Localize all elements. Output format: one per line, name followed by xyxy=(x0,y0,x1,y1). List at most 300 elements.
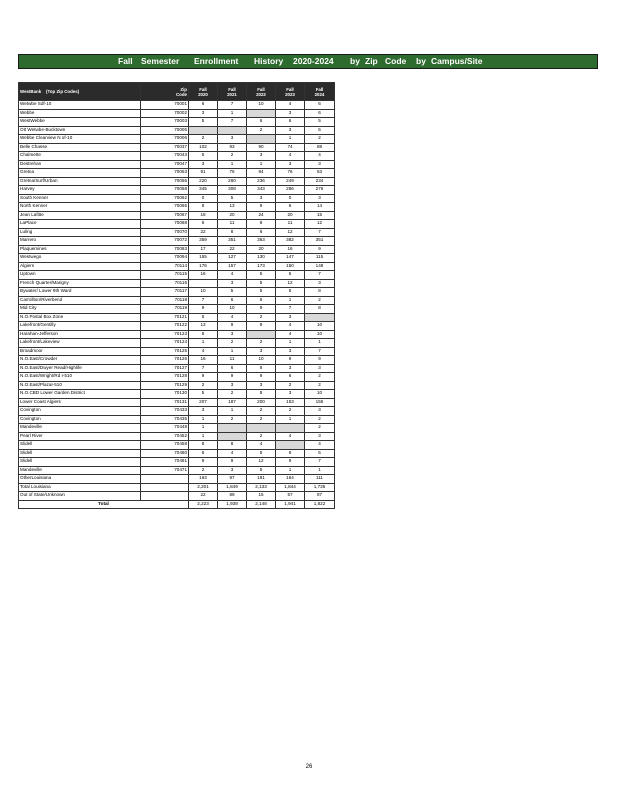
area-name-cell: N.O.East/Crowder xyxy=(19,356,141,365)
area-name-cell: Harvey xyxy=(19,186,141,195)
area-name-cell: Destrehan xyxy=(19,160,141,169)
enrollment-value-cell: 5 xyxy=(189,152,218,161)
zip-code-cell: 70122 xyxy=(141,322,189,331)
enrollment-value-cell: 115 xyxy=(305,254,335,263)
enrollment-value-cell: 3 xyxy=(218,466,247,475)
area-name-cell: Bywater/ Lower 9th Ward xyxy=(19,288,141,297)
table-row xyxy=(19,441,335,450)
enrollment-value-cell: 9 xyxy=(305,356,335,365)
table-row xyxy=(19,160,335,169)
enrollment-value-cell: 163 xyxy=(189,475,218,484)
area-name-cell: Wetwbe Sdf-10 xyxy=(19,101,141,110)
enrollment-value-cell: 3 xyxy=(276,160,305,169)
zip-code-cell: 70053 xyxy=(141,169,189,178)
enrollment-value-cell: 200 xyxy=(247,398,276,407)
enrollment-value-cell: 63 xyxy=(305,169,335,178)
enrollment-value-cell: 2 xyxy=(189,381,218,390)
table-row xyxy=(19,220,335,229)
enrollment-value-cell: 12 xyxy=(276,279,305,288)
zip-code-cell: 70006 xyxy=(141,135,189,144)
enrollment-value-cell: 5 xyxy=(305,126,335,135)
zip-code-cell: 70003 xyxy=(141,118,189,127)
enrollment-value-cell: 187 xyxy=(218,398,247,407)
enrollment-value-cell: 3 xyxy=(276,126,305,135)
enrollment-value-cell: 276 xyxy=(305,186,335,195)
enrollment-value-cell: 157 xyxy=(218,262,247,271)
zip-code-cell: 70131 xyxy=(141,398,189,407)
enrollment-value-cell: 3 xyxy=(247,347,276,356)
area-name-cell: N.O.Postal Box Zone xyxy=(19,313,141,322)
enrollment-value-cell: 2 xyxy=(305,381,335,390)
area-name-cell: Covington xyxy=(19,415,141,424)
enrollment-value-cell: 1 xyxy=(247,160,276,169)
enrollment-value-cell: 3 xyxy=(247,194,276,203)
enrollment-value-cell: 6 xyxy=(218,364,247,373)
zip-code-cell: 70433 xyxy=(141,407,189,416)
enrollment-value-cell: 10 xyxy=(247,356,276,365)
enrollment-value-cell: 7 xyxy=(305,458,335,467)
enrollment-value-cell xyxy=(247,135,276,144)
enrollment-value-cell: 2 xyxy=(247,313,276,322)
header-year: Fall 2024 xyxy=(305,83,335,101)
area-name-cell: Slidell xyxy=(19,458,141,467)
title-word: Semester xyxy=(141,56,180,66)
enrollment-value-cell: 16 xyxy=(189,356,218,365)
enrollment-value-cell: 6 xyxy=(305,101,335,110)
enrollment-value-cell: 6 xyxy=(218,296,247,305)
enrollment-value-cell: 7 xyxy=(305,347,335,356)
enrollment-value-cell: 220 xyxy=(189,177,218,186)
enrollment-value-cell: 2 xyxy=(247,415,276,424)
zip-code-cell: 70001 xyxy=(141,101,189,110)
enrollment-value-cell xyxy=(247,424,276,433)
enrollment-value-cell: 4 xyxy=(305,152,335,161)
enrollment-value-cell: 6 xyxy=(247,296,276,305)
enrollment-value-cell: 3 xyxy=(276,390,305,399)
zip-code-cell: 70068 xyxy=(141,220,189,229)
enrollment-value-cell: 236 xyxy=(247,177,276,186)
table-row xyxy=(19,288,335,297)
enrollment-value-cell: 3 xyxy=(218,330,247,339)
area-name-cell: Lower Coast Algiers xyxy=(19,398,141,407)
area-name-cell: Harahan-Jefferson xyxy=(19,330,141,339)
enrollment-value-cell xyxy=(305,313,335,322)
enrollment-value-cell: 5 xyxy=(305,449,335,458)
enrollment-value-cell xyxy=(247,109,276,118)
enrollment-value-cell: 2 xyxy=(247,126,276,135)
table-row xyxy=(19,262,335,271)
enrollment-value-cell: 8 xyxy=(218,441,247,450)
table-row xyxy=(19,322,335,331)
zip-code-cell: 70121 xyxy=(141,313,189,322)
enrollment-value-cell: 1 xyxy=(218,160,247,169)
area-name-cell: WestWebbe xyxy=(19,118,141,127)
area-name-cell: Jean Lafitte xyxy=(19,211,141,220)
table-row xyxy=(19,347,335,356)
grand-total-row xyxy=(19,500,335,509)
table-row xyxy=(19,237,335,246)
table-row xyxy=(19,390,335,399)
title-word: Campus/Site xyxy=(431,56,483,66)
enrollment-value-cell: 2 xyxy=(305,373,335,382)
enrollment-value-cell: 1 xyxy=(276,339,305,348)
enrollment-value-cell: 5 xyxy=(189,330,218,339)
enrollment-value-cell: 207 xyxy=(189,398,218,407)
enrollment-value-cell: 363 xyxy=(247,237,276,246)
zip-code-cell: 70124 xyxy=(141,339,189,348)
enrollment-value-cell: 308 xyxy=(218,186,247,195)
zip-code-cell: 70448 xyxy=(141,424,189,433)
enrollment-value-cell: 5 xyxy=(189,313,218,322)
table-row xyxy=(19,254,335,263)
enrollment-value-cell: 7 xyxy=(276,305,305,314)
enrollment-value-cell: 76 xyxy=(276,169,305,178)
enrollment-value-cell: 3 xyxy=(218,279,247,288)
table-row xyxy=(19,169,335,178)
table-header-row xyxy=(19,83,335,101)
enrollment-value-cell: 15 xyxy=(305,211,335,220)
enrollment-value-cell: 5 xyxy=(276,271,305,280)
enrollment-value-cell: 8 xyxy=(189,441,218,450)
enrollment-value-cell: 2 xyxy=(218,152,247,161)
zip-code-cell: 70471 xyxy=(141,466,189,475)
enrollment-value-cell: 13 xyxy=(189,322,218,331)
enrollment-value-cell: 5 xyxy=(276,288,305,297)
enrollment-value-cell: 9 xyxy=(276,458,305,467)
zip-code-cell: 70062 xyxy=(141,194,189,203)
enrollment-value-cell: 76 xyxy=(218,169,247,178)
enrollment-value-cell: 286 xyxy=(276,186,305,195)
table-row xyxy=(19,330,335,339)
table-body xyxy=(19,101,335,509)
enrollment-value-cell: 7 xyxy=(305,228,335,237)
title-word: History xyxy=(254,56,284,66)
enrollment-value-cell: 111 xyxy=(305,475,335,484)
grand-total-value-cell: 2,148 xyxy=(247,500,276,509)
table-row xyxy=(19,432,335,441)
enrollment-value-cell: 97 xyxy=(218,475,247,484)
enrollment-value-cell: 13 xyxy=(218,203,247,212)
enrollment-value-cell: 10 xyxy=(189,288,218,297)
enrollment-value-cell: 4 xyxy=(189,347,218,356)
enrollment-value-cell: 2,133 xyxy=(247,483,276,492)
enrollment-value-cell: 9 xyxy=(247,373,276,382)
enrollment-value-cell: 1 xyxy=(189,339,218,348)
zip-code-cell: 70127 xyxy=(141,364,189,373)
enrollment-value-cell: 20 xyxy=(276,211,305,220)
enrollment-value-cell xyxy=(218,432,247,441)
enrollment-value-cell: 4 xyxy=(305,441,335,450)
enrollment-value-cell: 1,844 xyxy=(276,483,305,492)
area-name-cell: Luling xyxy=(19,228,141,237)
enrollment-value-cell: 343 xyxy=(247,186,276,195)
zip-code-cell: 70070 xyxy=(141,228,189,237)
enrollment-value-cell: 3 xyxy=(276,347,305,356)
enrollment-value-cell: 3 xyxy=(189,407,218,416)
table-row xyxy=(19,313,335,322)
enrollment-value-cell: 9 xyxy=(218,322,247,331)
table-row xyxy=(19,339,335,348)
area-name-cell: Plaquemines xyxy=(19,245,141,254)
enrollment-value-cell: 88 xyxy=(305,143,335,152)
enrollment-value-cell: 87 xyxy=(305,492,335,501)
enrollment-value-cell: 6 xyxy=(276,373,305,382)
table-row xyxy=(19,449,335,458)
area-name-cell: N.O.East/Dwyer Read/Highlife xyxy=(19,364,141,373)
area-name-cell: North Kenner xyxy=(19,203,141,212)
zip-code-cell: 70452 xyxy=(141,432,189,441)
enrollment-value-cell xyxy=(218,424,247,433)
enrollment-value-cell: 9 xyxy=(247,203,276,212)
enrollment-value-cell: 3 xyxy=(276,109,305,118)
enrollment-value-cell: 2 xyxy=(247,432,276,441)
enrollment-value-cell: 4 xyxy=(218,449,247,458)
enrollment-value-cell: 1 xyxy=(276,415,305,424)
enrollment-value-cell: 5 xyxy=(247,466,276,475)
table-row xyxy=(19,203,335,212)
area-name-cell: Pearl River xyxy=(19,432,141,441)
title-word: by xyxy=(416,56,426,66)
enrollment-value-cell: 1 xyxy=(189,415,218,424)
enrollment-value-cell: 3 xyxy=(305,364,335,373)
enrollment-value-cell: 2 xyxy=(189,466,218,475)
enrollment-value-cell: 12 xyxy=(305,220,335,229)
area-name-cell: Chalmette xyxy=(19,152,141,161)
enrollment-value-cell xyxy=(276,441,305,450)
title-word: Zip xyxy=(365,56,378,66)
enrollment-value-cell: 382 xyxy=(276,237,305,246)
enrollment-value-cell: 5 xyxy=(218,194,247,203)
enrollment-value-cell: 3 xyxy=(247,152,276,161)
enrollment-value-cell: 14 xyxy=(305,203,335,212)
enrollment-value-cell: 7 xyxy=(218,118,247,127)
enrollment-value-cell: 3 xyxy=(218,135,247,144)
table-row xyxy=(19,483,335,492)
enrollment-value-cell xyxy=(189,126,218,135)
header-year: Fall 2020 xyxy=(189,83,218,101)
enrollment-value-cell: 18 xyxy=(189,211,218,220)
area-name-cell: Carrollton/Riverbend xyxy=(19,296,141,305)
area-name-cell: Mid City xyxy=(19,305,141,314)
area-name-cell: Mandeville xyxy=(19,424,141,433)
enrollment-value-cell xyxy=(218,126,247,135)
area-name-cell: Slidell xyxy=(19,449,141,458)
area-name-cell: Uptown xyxy=(19,271,141,280)
table-row xyxy=(19,118,335,127)
area-name-cell: N.O.East/PlazaI-510 xyxy=(19,381,141,390)
enrollment-value-cell: 3 xyxy=(305,194,335,203)
enrollment-value-cell: 9 xyxy=(247,305,276,314)
enrollment-value-cell: 4 xyxy=(276,432,305,441)
table-row xyxy=(19,228,335,237)
zip-code-cell: 70458 xyxy=(141,441,189,450)
table-row xyxy=(19,271,335,280)
enrollment-value-cell: 359 xyxy=(189,237,218,246)
enrollment-value-cell: 6 xyxy=(247,118,276,127)
enrollment-value-cell: 10 xyxy=(247,101,276,110)
zip-code-cell: 70114 xyxy=(141,262,189,271)
enrollment-value-cell: 1 xyxy=(218,347,247,356)
enrollment-value-cell: 7 xyxy=(189,296,218,305)
area-name-cell: Westwego xyxy=(19,254,141,263)
table-row xyxy=(19,356,335,365)
area-name-cell: Total Louisiana xyxy=(19,483,141,492)
table-row xyxy=(19,466,335,475)
enrollment-value-cell: 1 xyxy=(189,432,218,441)
table-row xyxy=(19,424,335,433)
enrollment-value-cell: 102 xyxy=(189,143,218,152)
enrollment-value-cell: 9 xyxy=(247,322,276,331)
zip-code-cell: 70460 xyxy=(141,449,189,458)
grand-total-label: Total xyxy=(19,500,189,509)
enrollment-value-cell: 3 xyxy=(276,364,305,373)
table-row xyxy=(19,415,335,424)
table-row xyxy=(19,398,335,407)
zip-code-cell: 70047 xyxy=(141,160,189,169)
enrollment-value-cell: 150 xyxy=(276,262,305,271)
enrollment-value-cell: 0 xyxy=(189,194,218,203)
table-row xyxy=(19,364,335,373)
area-name-cell: Belle Chasse xyxy=(19,143,141,152)
enrollment-value-cell: 2 xyxy=(305,296,335,305)
grand-total-value-cell: 1,941 xyxy=(276,500,305,509)
enrollment-value-cell: 1 xyxy=(218,109,247,118)
enrollment-value-cell: 148 xyxy=(305,262,335,271)
enrollment-value-cell: 9 xyxy=(189,458,218,467)
table-row xyxy=(19,177,335,186)
zip-code-cell: 70461 xyxy=(141,458,189,467)
zip-code-cell: 70118 xyxy=(141,296,189,305)
enrollment-value-cell: 2 xyxy=(305,415,335,424)
enrollment-value-cell: 0 xyxy=(276,194,305,203)
area-name-cell: Out of State/Unknown xyxy=(19,492,141,501)
enrollment-value-cell: 2 xyxy=(276,381,305,390)
enrollment-value-cell: 234 xyxy=(305,177,335,186)
enrollment-value-cell: 5 xyxy=(247,288,276,297)
enrollment-value-cell: 22 xyxy=(189,492,218,501)
zip-code-cell: 70072 xyxy=(141,237,189,246)
enrollment-value-cell: 22 xyxy=(218,245,247,254)
enrollment-value-cell: 2 xyxy=(247,407,276,416)
enrollment-value-cell: 4 xyxy=(276,330,305,339)
zip-code-cell: 70005 xyxy=(141,126,189,135)
enrollment-value-cell: 153 xyxy=(276,398,305,407)
enrollment-value-cell: 16 xyxy=(276,245,305,254)
enrollment-value-cell: 3 xyxy=(189,160,218,169)
enrollment-value-cell: 3 xyxy=(305,160,335,169)
enrollment-table xyxy=(18,82,335,509)
enrollment-value-cell: 155 xyxy=(305,398,335,407)
table-row xyxy=(19,101,335,110)
zip-code-cell: 70123 xyxy=(141,330,189,339)
enrollment-value-cell: 4 xyxy=(276,101,305,110)
enrollment-value-cell: 8 xyxy=(247,364,276,373)
header-year: Fall 2023 xyxy=(276,83,305,101)
area-name-cell: Lakefront/Lakeview xyxy=(19,339,141,348)
area-name-cell: Algiers xyxy=(19,262,141,271)
area-name-cell: Marrero xyxy=(19,237,141,246)
enrollment-value-cell: 2 xyxy=(276,407,305,416)
enrollment-value-cell: 2 xyxy=(189,135,218,144)
title-word: Enrollment xyxy=(194,56,239,66)
enrollment-value-cell: 127 xyxy=(218,254,247,263)
enrollment-value-cell: 10 xyxy=(305,330,335,339)
enrollment-value-cell: 173 xyxy=(247,262,276,271)
area-name-cell: Slidell xyxy=(19,441,141,450)
table-row xyxy=(19,305,335,314)
table-row xyxy=(19,296,335,305)
enrollment-value-cell: 164 xyxy=(276,475,305,484)
page-number: 26 xyxy=(305,764,313,770)
enrollment-value-cell: 11 xyxy=(276,220,305,229)
table-row xyxy=(19,135,335,144)
area-name-cell: OtherLouisiana xyxy=(19,475,141,484)
enrollment-value-cell: 3 xyxy=(218,381,247,390)
enrollment-value-cell: 130 xyxy=(247,254,276,263)
table-row xyxy=(19,186,335,195)
enrollment-value-cell: 17 xyxy=(189,245,218,254)
zip-code-cell: 70037 xyxy=(141,143,189,152)
area-name-cell: Broadmoor xyxy=(19,347,141,356)
enrollment-value-cell: 15 xyxy=(247,492,276,501)
area-name-cell: Webbe Clearview N of-10 xyxy=(19,135,141,144)
enrollment-value-cell: 3 xyxy=(305,432,335,441)
table-row xyxy=(19,279,335,288)
table-row xyxy=(19,143,335,152)
enrollment-value-cell: 4 xyxy=(276,322,305,331)
table-row xyxy=(19,211,335,220)
enrollment-value-cell: 9 xyxy=(189,373,218,382)
zip-code-cell: 70002 xyxy=(141,109,189,118)
enrollment-value-cell: 5 xyxy=(189,390,218,399)
title-word: by xyxy=(350,56,360,66)
enrollment-value-cell: 10 xyxy=(305,390,335,399)
enrollment-value-cell: 1 xyxy=(305,339,335,348)
table-row xyxy=(19,109,335,118)
enrollment-value-cell: 6 xyxy=(276,118,305,127)
enrollment-value-cell: 12 xyxy=(247,458,276,467)
enrollment-value-cell: 22 xyxy=(189,228,218,237)
enrollment-value-cell: 10 xyxy=(305,322,335,331)
enrollment-value-cell xyxy=(276,424,305,433)
table-row xyxy=(19,373,335,382)
enrollment-value-cell: 260 xyxy=(218,177,247,186)
enrollment-value-cell: 345 xyxy=(189,186,218,195)
enrollment-value-cell: 4 xyxy=(218,271,247,280)
enrollment-value-cell: 2 xyxy=(218,390,247,399)
area-name-cell: Lakefront/Gentilly xyxy=(19,322,141,331)
enrollment-value-cell: 351 xyxy=(305,237,335,246)
zip-code-cell: 70117 xyxy=(141,288,189,297)
enrollment-value-cell: 11 xyxy=(218,356,247,365)
enrollment-value-cell: 2 xyxy=(305,135,335,144)
enrollment-value-cell: 7 xyxy=(305,271,335,280)
enrollment-value-cell: 11 xyxy=(218,220,247,229)
zip-code-cell xyxy=(141,475,189,484)
enrollment-value-cell: 1 xyxy=(189,424,218,433)
enrollment-value-cell: 8 xyxy=(305,305,335,314)
area-name-cell: French Quarter/Marigny xyxy=(19,279,141,288)
enrollment-value-cell: 5 xyxy=(247,271,276,280)
enrollment-value-cell: 2 xyxy=(218,415,247,424)
table-row xyxy=(19,381,335,390)
enrollment-value-cell: 2,201 xyxy=(189,483,218,492)
enrollment-value-cell: 3 xyxy=(189,109,218,118)
zip-code-cell: 70094 xyxy=(141,254,189,263)
enrollment-value-cell: 74 xyxy=(276,143,305,152)
enrollment-value-cell: 10 xyxy=(218,305,247,314)
enrollment-value-cell: 90 xyxy=(247,143,276,152)
